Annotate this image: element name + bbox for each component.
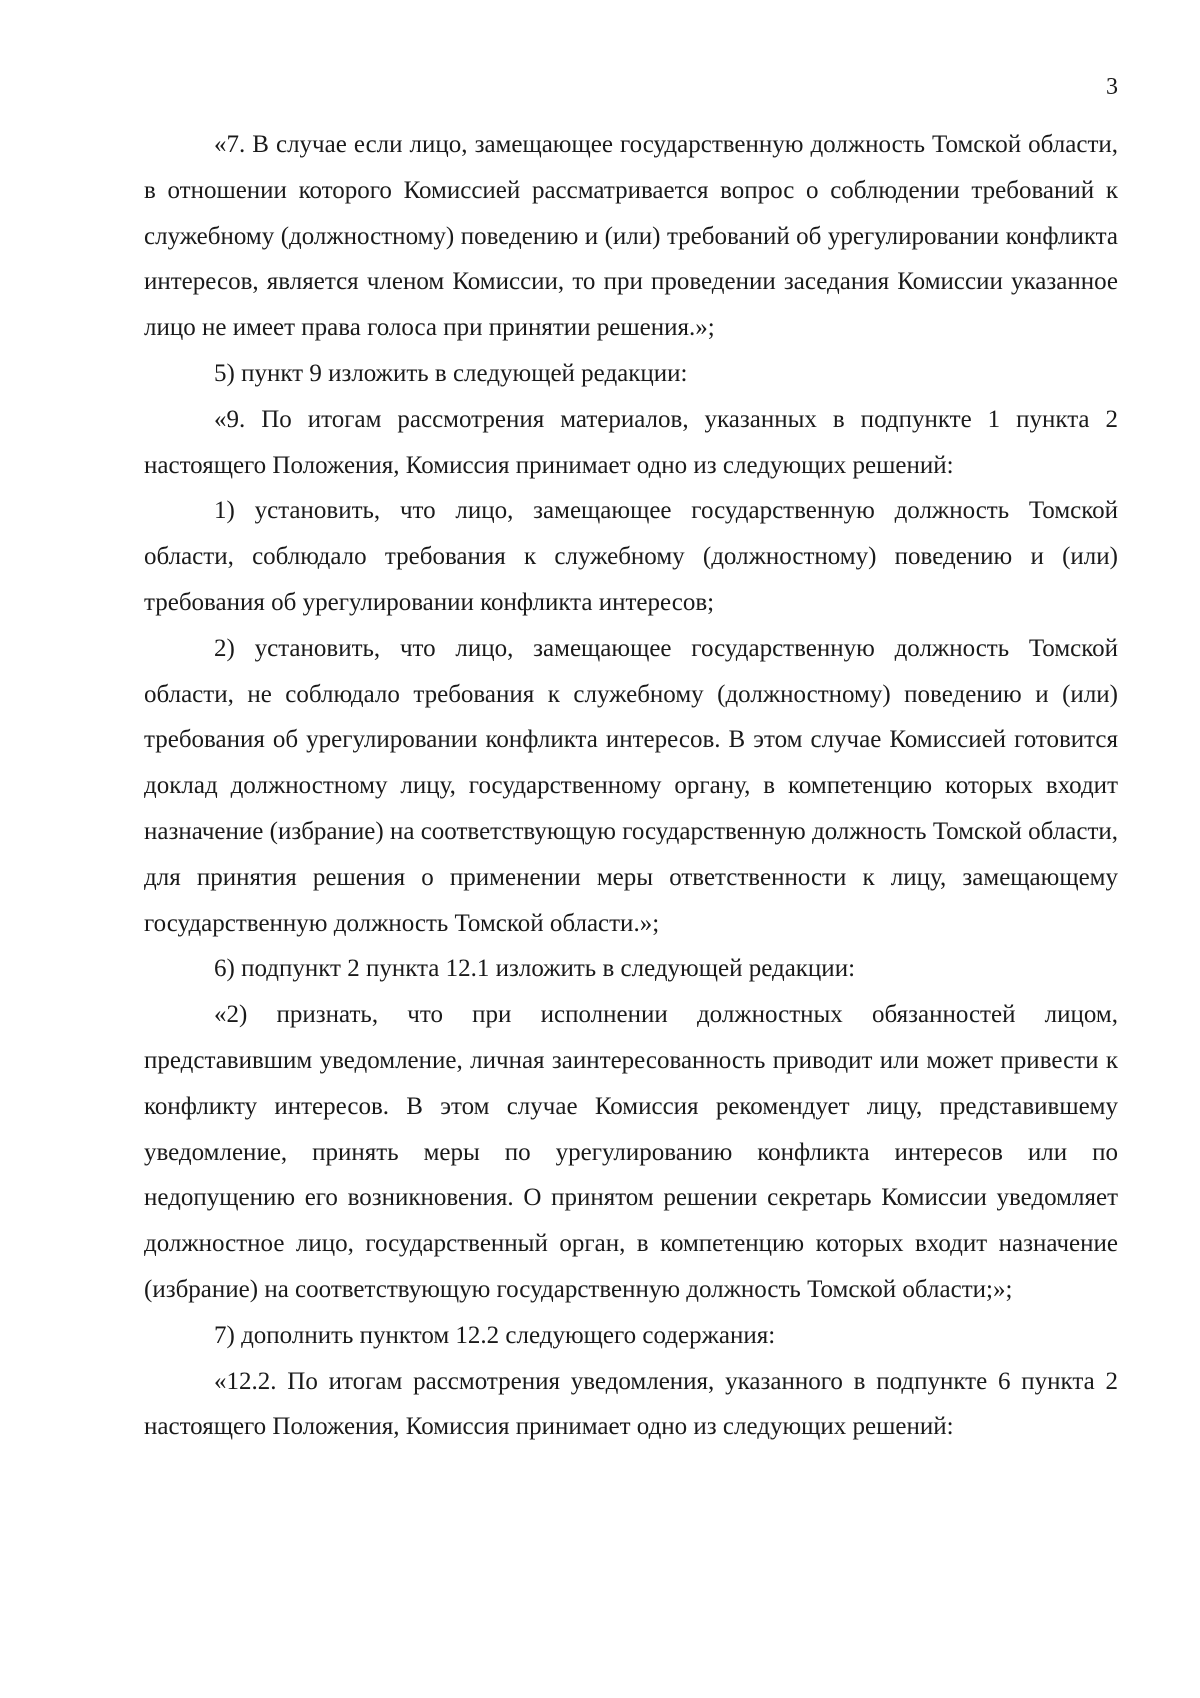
- paragraph-amendment-6: 6) подпункт 2 пункта 12.1 изложить в следующей редакции:: [214, 955, 856, 983]
- paragraph-clause-12-2: «12.2. По итогам рассмотрения уведомления, указанного в подпункте 6 пункта 2 настоящего Положения, Комиссия принимает одно из следующих решений:: [144, 1367, 1118, 1441]
- paragraph-amendment-7: 7) дополнить пунктом 12.2 следующего содержания:: [214, 1321, 776, 1349]
- paragraph-clause-12-1-item-2: «2) признать, что при исполнении должностных обязанностей лицом, представившим уведомление, личная заинтересованность приводит или может привести к конфликту интересов. В этом случае Комиссия рекомендует лицу, представившему уведомление, принять меры по урегулированию конфликта интересов или по недопущению его возникновения. О принятом решении секретарь Комиссии уведомляет должностное лицо, государственный орган, в компетенцию которых входит назначение (избрание) на соответствующую государственную должность Томской области;»;: [144, 1001, 1118, 1303]
- page-number: 3: [1106, 74, 1118, 100]
- document-body: [144, 122, 1118, 1450]
- paragraph-clause-9-item-2: 2) установить, что лицо, замещающее государственную должность Томской области, не соблюдало требования к служебному (должностному) поведению и (или) требования об урегулировании конфликта интересов. В этом случае Комиссией готовится доклад должностному лицу, государственному органу, в компетенцию которых входит назначение (избрание) на соответствующую государственную должность Томской области, для принятия решения о применении меры ответственности к лицу, замещающему государственную должность Томской области.»;: [144, 634, 1118, 937]
- paragraph-clause-7: «7. В случае если лицо, замещающее государственную должность Томской области, в отношении которого Комиссией рассматривается вопрос о соблюдении требований к служебному (должностному) поведению и (или) требований об урегулировании конфликта интересов, является членом Комиссии, то при проведении заседания Комиссии указанное лицо не имеет права голоса при принятии решения.»;: [144, 131, 1118, 342]
- paragraph-clause-9: «9. По итогам рассмотрения материалов, указанных в подпункте 1 пункта 2 настоящего Положения, Комиссия принимает одно из следующих решений:: [144, 405, 1118, 479]
- paragraph-clause-9-item-1: 1) установить, что лицо, замещающее государственную должность Томской области, соблюдало требования к служебному (должностному) поведению и (или) требования об урегулировании конфликта интересов;: [144, 497, 1118, 616]
- paragraph-amendment-5: 5) пункт 9 изложить в следующей редакции:: [214, 359, 688, 387]
